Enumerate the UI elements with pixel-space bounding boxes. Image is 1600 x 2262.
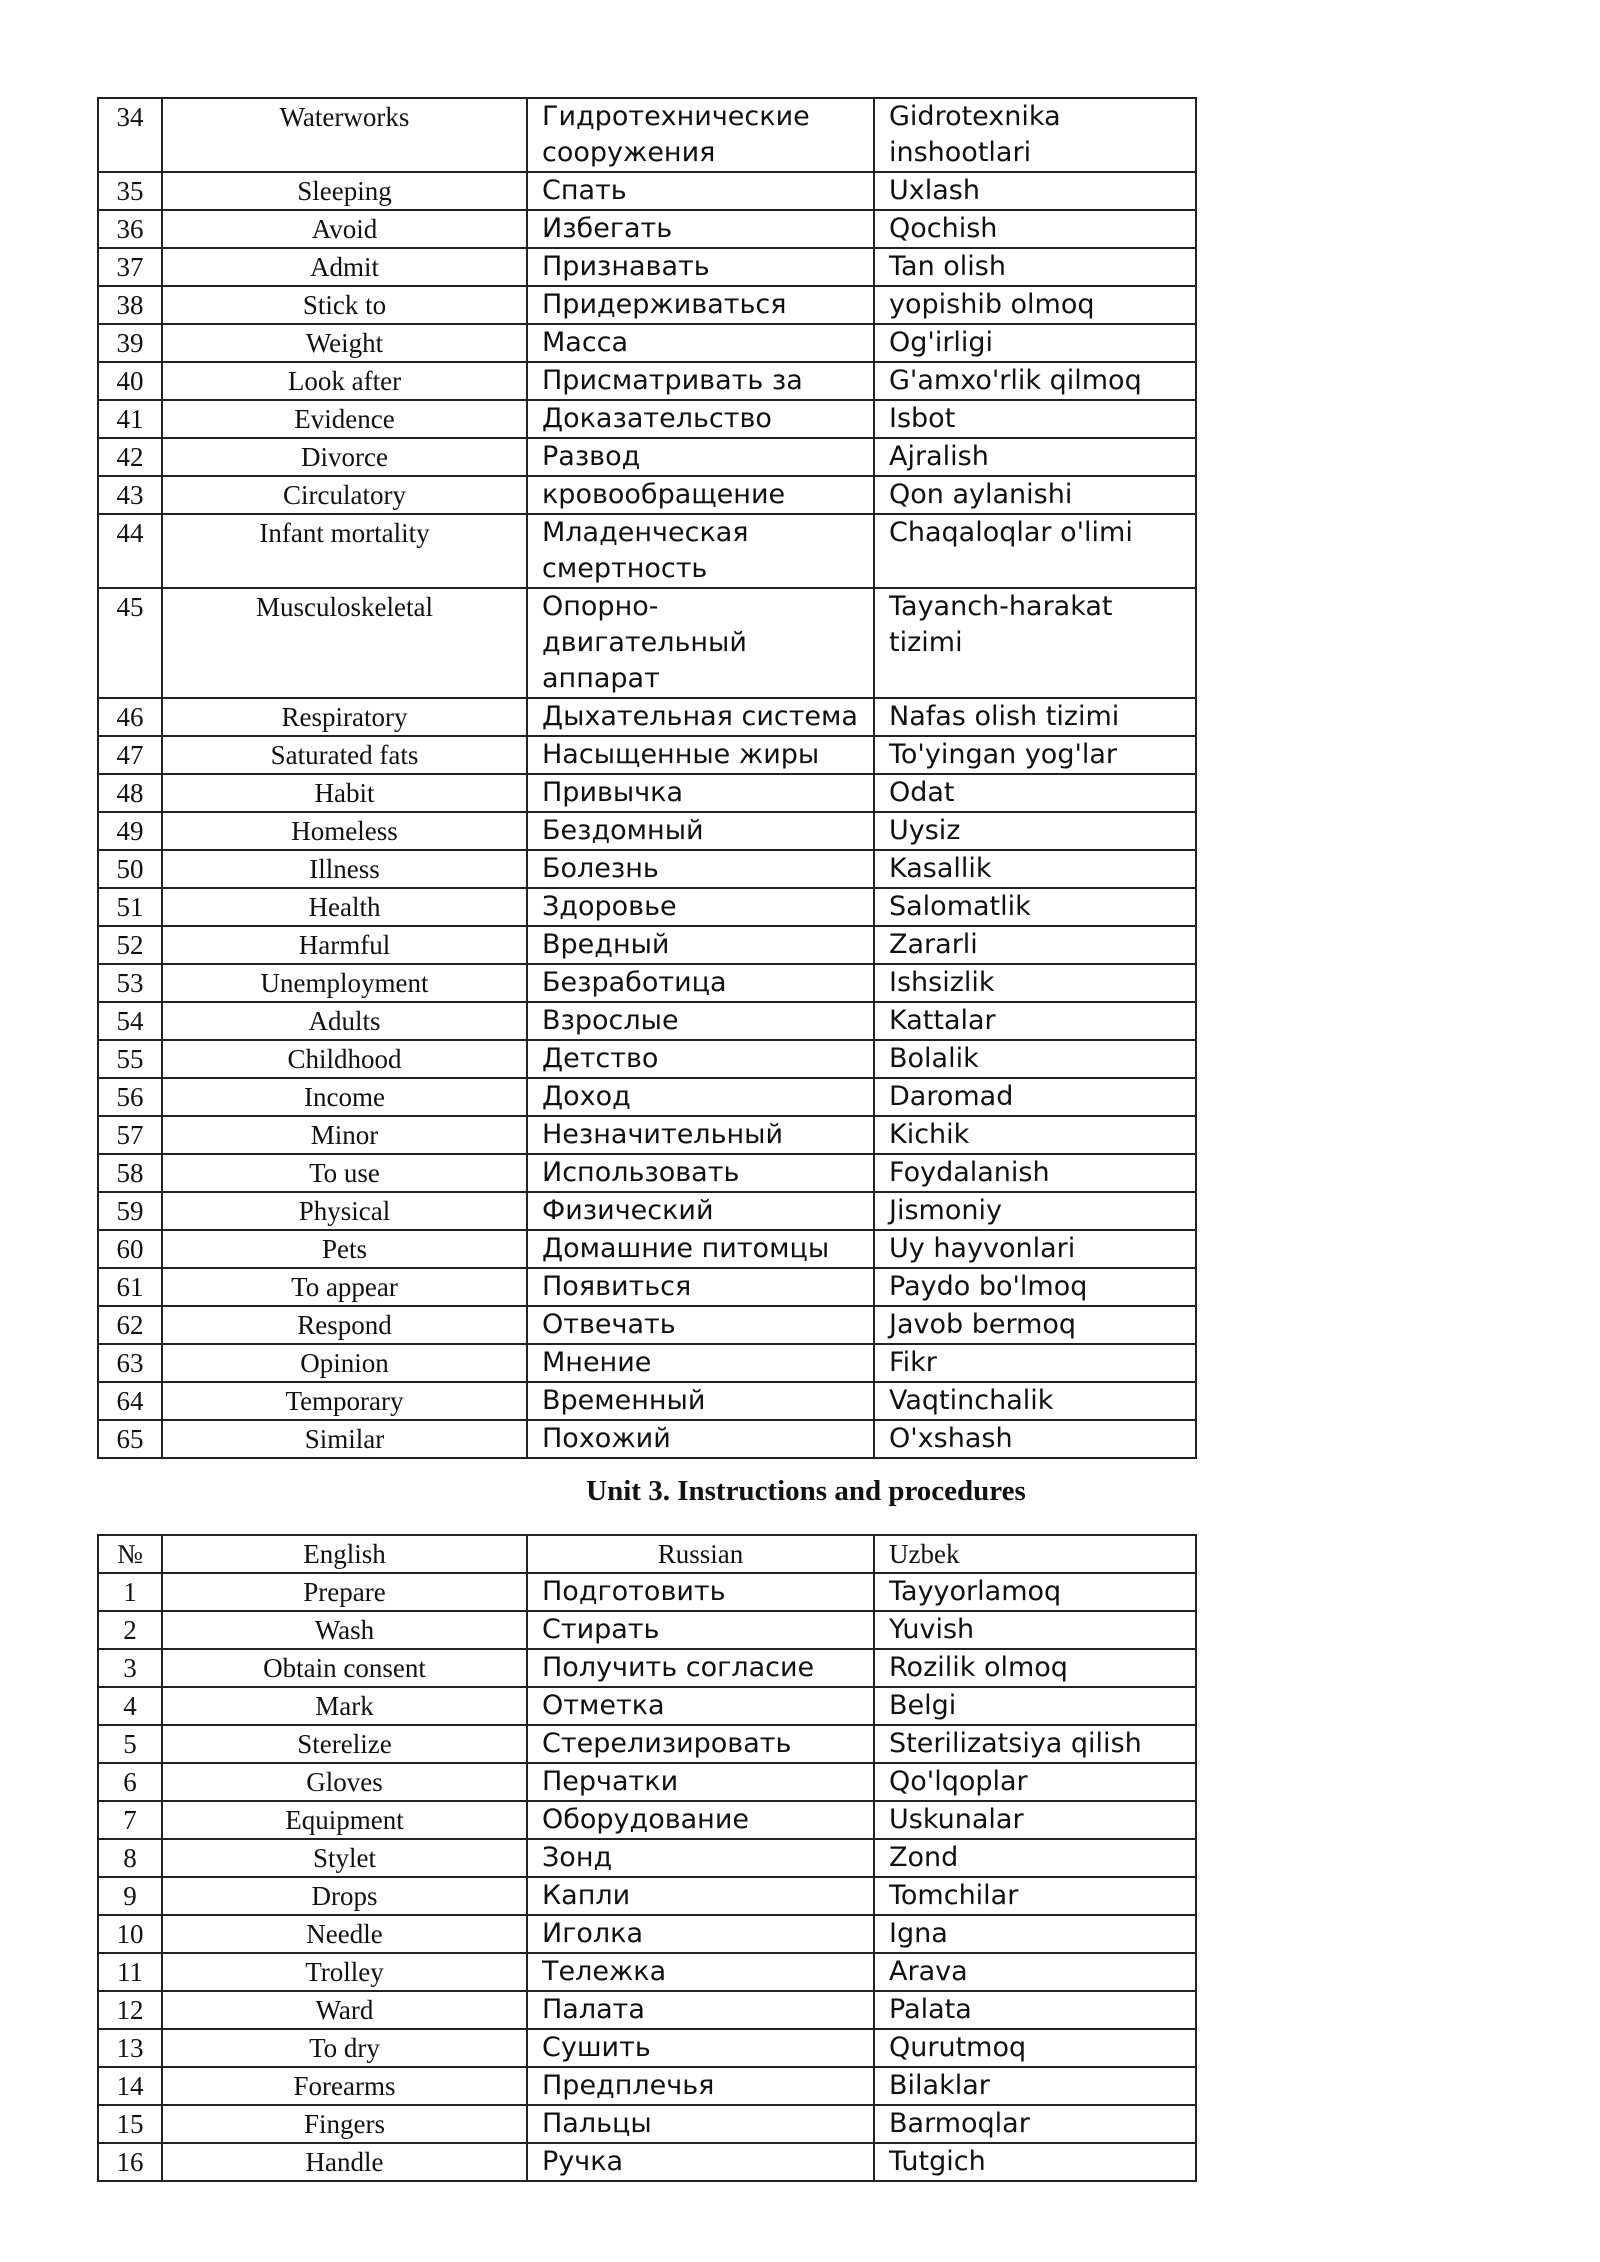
english-term: Sleeping [162,172,527,210]
row-number: 63 [98,1344,162,1382]
table-row [98,964,1196,1002]
table-row [98,1344,1196,1382]
table-row [98,1002,1196,1040]
english-term: Respond [162,1306,527,1344]
uzbek-term: Ishsizlik [874,964,1196,1002]
english-term: Waterworks [162,98,527,172]
table-row [98,1078,1196,1116]
english-term: Fingers [162,2105,527,2143]
uzbek-term: Paydo bo'lmoq [874,1268,1196,1306]
row-number: 49 [98,812,162,850]
russian-term: Палата [527,1991,874,2029]
table-row [98,210,1196,248]
uzbek-term: Uxlash [874,172,1196,210]
russian-term: Здоровье [527,888,874,926]
english-term: Habit [162,774,527,812]
english-term: Trolley [162,1953,527,1991]
row-number: 3 [98,1649,162,1687]
english-term: Gloves [162,1763,527,1801]
russian-term: Младенческая смертность [527,514,874,588]
uzbek-term: Vaqtinchalik [874,1382,1196,1420]
table-row [98,698,1196,736]
english-term: Needle [162,1915,527,1953]
table-row [98,926,1196,964]
uzbek-term: Tayanch-harakat tizimi [874,588,1196,698]
english-term: Equipment [162,1801,527,1839]
russian-term: Предплечья [527,2067,874,2105]
table-row [98,1230,1196,1268]
table-row [98,2067,1196,2105]
uzbek-term: Uskunalar [874,1801,1196,1839]
table-header-row [98,1535,1196,1573]
table-row [98,286,1196,324]
table-row [98,888,1196,926]
russian-term: Вредный [527,926,874,964]
uzbek-term: Fikr [874,1344,1196,1382]
row-number: 62 [98,1306,162,1344]
table-row [98,2143,1196,2181]
english-term: Wash [162,1611,527,1649]
row-number: 16 [98,2143,162,2181]
uzbek-term: Gidrotexnika inshootlari [874,98,1196,172]
english-term: Musculoskeletal [162,588,527,698]
russian-term: Насыщенные жиры [527,736,874,774]
uzbek-term: Yuvish [874,1611,1196,1649]
uzbek-term: Salomatlik [874,888,1196,926]
english-term: Similar [162,1420,527,1458]
row-number: 36 [98,210,162,248]
table-row [98,850,1196,888]
row-number: 60 [98,1230,162,1268]
table-row [98,1116,1196,1154]
uzbek-term: Arava [874,1953,1196,1991]
table-row [98,98,1196,172]
row-number: 15 [98,2105,162,2143]
uzbek-term: Igna [874,1915,1196,1953]
russian-term: Признавать [527,248,874,286]
unit-3-vocabulary-table [97,1534,1197,2182]
uzbek-term: Tayyorlamoq [874,1573,1196,1611]
uzbek-term: G'amxo'rlik qilmoq [874,362,1196,400]
russian-term: Отметка [527,1687,874,1725]
table-row [98,400,1196,438]
row-number: 39 [98,324,162,362]
table-row [98,1839,1196,1877]
russian-term: Болезнь [527,850,874,888]
row-number: 55 [98,1040,162,1078]
english-term: Mark [162,1687,527,1725]
russian-term: Присматривать за [527,362,874,400]
uzbek-term: Qo'lqoplar [874,1763,1196,1801]
table-row [98,1649,1196,1687]
table-row [98,1192,1196,1230]
table-row [98,438,1196,476]
russian-term: Взрослые [527,1002,874,1040]
uzbek-term: Sterilizatsiya qilish [874,1725,1196,1763]
english-term: Drops [162,1877,527,1915]
row-number: 65 [98,1420,162,1458]
russian-term: Физический [527,1192,874,1230]
table-row [98,736,1196,774]
english-term: Physical [162,1192,527,1230]
unit-3-vocabulary-table-body [98,1535,1196,2181]
english-term: Ward [162,1991,527,2029]
row-number: 51 [98,888,162,926]
row-number: 45 [98,588,162,698]
uzbek-term: Tomchilar [874,1877,1196,1915]
row-number: 56 [98,1078,162,1116]
english-term: Minor [162,1116,527,1154]
russian-term: Придерживаться [527,286,874,324]
row-number: 50 [98,850,162,888]
header-russian: Russian [527,1535,874,1573]
unit-3-heading: Unit 3. Instructions and procedures [586,1475,1026,1507]
uzbek-term: Ajralish [874,438,1196,476]
russian-term: Развод [527,438,874,476]
english-term: Adults [162,1002,527,1040]
row-number: 61 [98,1268,162,1306]
table-row [98,1573,1196,1611]
row-number: 59 [98,1192,162,1230]
table-row [98,1687,1196,1725]
russian-term: Сушить [527,2029,874,2067]
row-number: 64 [98,1382,162,1420]
russian-term: Гидротехнические сооружения [527,98,874,172]
russian-term: Стерелизировать [527,1725,874,1763]
english-term: Stylet [162,1839,527,1877]
table-row [98,324,1196,362]
russian-term: Ручка [527,2143,874,2181]
uzbek-term: Foydalanish [874,1154,1196,1192]
header-number: № [98,1535,162,1573]
russian-term: Привычка [527,774,874,812]
russian-term: Спать [527,172,874,210]
row-number: 2 [98,1611,162,1649]
uzbek-term: Zararli [874,926,1196,964]
uzbek-term: Chaqaloqlar o'limi [874,514,1196,588]
row-number: 48 [98,774,162,812]
row-number: 1 [98,1573,162,1611]
english-term: Homeless [162,812,527,850]
row-number: 35 [98,172,162,210]
uzbek-term: Kasallik [874,850,1196,888]
uzbek-term: Zond [874,1839,1196,1877]
uzbek-term: Bilaklar [874,2067,1196,2105]
english-term: Pets [162,1230,527,1268]
table-row [98,1877,1196,1915]
russian-term: Капли [527,1877,874,1915]
table-row [98,514,1196,588]
english-term: Look after [162,362,527,400]
table-row [98,1040,1196,1078]
russian-term: Похожий [527,1420,874,1458]
row-number: 53 [98,964,162,1002]
row-number: 38 [98,286,162,324]
russian-term: Избегать [527,210,874,248]
table-row [98,1268,1196,1306]
row-number: 4 [98,1687,162,1725]
english-term: To appear [162,1268,527,1306]
english-term: Sterelize [162,1725,527,1763]
uzbek-term: Bolalik [874,1040,1196,1078]
english-term: To use [162,1154,527,1192]
russian-term: Зонд [527,1839,874,1877]
english-term: Stick to [162,286,527,324]
english-term: Unemployment [162,964,527,1002]
russian-term: Подготовить [527,1573,874,1611]
english-term: Admit [162,248,527,286]
table-row [98,248,1196,286]
uzbek-term: Kichik [874,1116,1196,1154]
english-term: Prepare [162,1573,527,1611]
uzbek-term: Isbot [874,400,1196,438]
uzbek-term: Qon aylanishi [874,476,1196,514]
row-number: 12 [98,1991,162,2029]
uzbek-term: Javob bermoq [874,1306,1196,1344]
uzbek-term: Belgi [874,1687,1196,1725]
table-row [98,812,1196,850]
english-term: Weight [162,324,527,362]
row-number: 44 [98,514,162,588]
row-number: 52 [98,926,162,964]
uzbek-term: Tan olish [874,248,1196,286]
english-term: Handle [162,2143,527,2181]
table-row [98,172,1196,210]
table-row [98,774,1196,812]
row-number: 13 [98,2029,162,2067]
english-term: Obtain consent [162,1649,527,1687]
russian-term: Бездомный [527,812,874,850]
english-term: Opinion [162,1344,527,1382]
russian-term: Появиться [527,1268,874,1306]
row-number: 5 [98,1725,162,1763]
uzbek-term: Palata [874,1991,1196,2029]
table-row [98,1306,1196,1344]
uzbek-term: Odat [874,774,1196,812]
header-uzbek: Uzbek [874,1535,1196,1573]
uzbek-term: Og'irligi [874,324,1196,362]
english-term: Saturated fats [162,736,527,774]
english-term: Temporary [162,1382,527,1420]
row-number: 7 [98,1801,162,1839]
russian-term: Доход [527,1078,874,1116]
uzbek-term: Uy hayvonlari [874,1230,1196,1268]
uzbek-term: Kattalar [874,1002,1196,1040]
table-row [98,2029,1196,2067]
russian-term: Пальцы [527,2105,874,2143]
russian-term: Перчатки [527,1763,874,1801]
table-row [98,1382,1196,1420]
row-number: 46 [98,698,162,736]
english-term: Divorce [162,438,527,476]
uzbek-term: Jismoniy [874,1192,1196,1230]
uzbek-term: O'xshash [874,1420,1196,1458]
vocabulary-table-continued [97,97,1197,1459]
table-row [98,588,1196,698]
russian-term: Мнение [527,1344,874,1382]
english-term: Income [162,1078,527,1116]
table-row [98,1953,1196,1991]
row-number: 42 [98,438,162,476]
russian-term: Масса [527,324,874,362]
english-term: Infant mortality [162,514,527,588]
row-number: 43 [98,476,162,514]
english-term: Forearms [162,2067,527,2105]
uzbek-term: To'yingan yog'lar [874,736,1196,774]
english-term: Respiratory [162,698,527,736]
russian-term: Стирать [527,1611,874,1649]
english-term: Illness [162,850,527,888]
row-number: 9 [98,1877,162,1915]
russian-term: Временный [527,1382,874,1420]
table-row [98,1991,1196,2029]
uzbek-term: Daromad [874,1078,1196,1116]
english-term: Circulatory [162,476,527,514]
english-term: Childhood [162,1040,527,1078]
row-number: 14 [98,2067,162,2105]
row-number: 40 [98,362,162,400]
table-row [98,1420,1196,1458]
uzbek-term: yopishib olmoq [874,286,1196,324]
russian-term: Безработица [527,964,874,1002]
uzbek-term: Rozilik olmoq [874,1649,1196,1687]
uzbek-term: Nafas olish tizimi [874,698,1196,736]
row-number: 41 [98,400,162,438]
table-row [98,362,1196,400]
russian-term: Получить согласие [527,1649,874,1687]
row-number: 37 [98,248,162,286]
vocabulary-table-body [98,98,1196,1458]
table-row [98,2105,1196,2143]
table-row [98,1725,1196,1763]
row-number: 34 [98,98,162,172]
row-number: 57 [98,1116,162,1154]
english-term: Avoid [162,210,527,248]
english-term: Health [162,888,527,926]
uzbek-term: Tutgich [874,2143,1196,2181]
uzbek-term: Qochish [874,210,1196,248]
table-row [98,476,1196,514]
russian-term: Незначительный [527,1116,874,1154]
english-term: Evidence [162,400,527,438]
row-number: 6 [98,1763,162,1801]
row-number: 58 [98,1154,162,1192]
table-row [98,1915,1196,1953]
table-row [98,1611,1196,1649]
russian-term: Использовать [527,1154,874,1192]
row-number: 8 [98,1839,162,1877]
row-number: 47 [98,736,162,774]
header-english: English [162,1535,527,1573]
row-number: 54 [98,1002,162,1040]
russian-term: Оборудование [527,1801,874,1839]
russian-term: Детство [527,1040,874,1078]
russian-term: Тележка [527,1953,874,1991]
table-row [98,1801,1196,1839]
russian-term: Опорно-двигательный аппарат [527,588,874,698]
english-term: Harmful [162,926,527,964]
row-number: 11 [98,1953,162,1991]
row-number: 10 [98,1915,162,1953]
russian-term: Домашние питомцы [527,1230,874,1268]
uzbek-term: Qurutmoq [874,2029,1196,2067]
russian-term: Иголка [527,1915,874,1953]
russian-term: Дыхательная система [527,698,874,736]
english-term: To dry [162,2029,527,2067]
russian-term: кровообращение [527,476,874,514]
table-row [98,1154,1196,1192]
russian-term: Отвечать [527,1306,874,1344]
uzbek-term: Uysiz [874,812,1196,850]
russian-term: Доказательство [527,400,874,438]
table-row [98,1763,1196,1801]
uzbek-term: Barmoqlar [874,2105,1196,2143]
